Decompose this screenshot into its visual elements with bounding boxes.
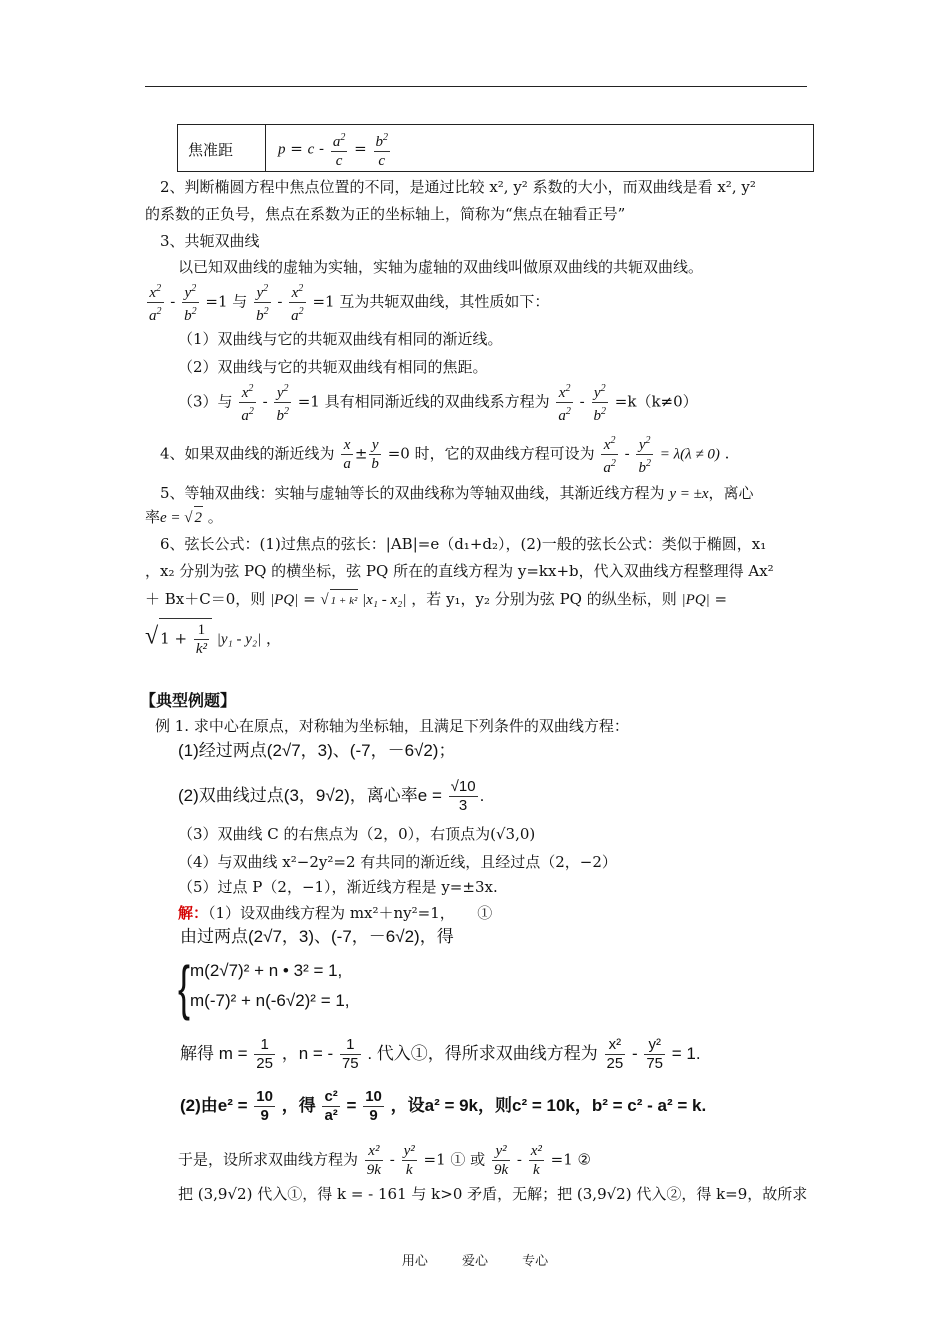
section-heading: 【典型例题】 — [140, 691, 237, 710]
para-2b: 的系数的正负号，焦点在系数为正的坐标轴上，简称为“焦点在轴看正号” — [145, 205, 626, 223]
para-3: 以已知双曲线的虚轴为实轴，实轴为虚轴的双曲线叫做原双曲线的共轭双曲线。 — [178, 258, 704, 276]
solution-5: 于是，设所求双曲线方程为 $\frac{\text{x²}}{9k}$ - $\frac{\text{y²}}{k}$ =1 ① 或 $\frac{\text{y²}}{9k}$ - $\frac{\text{x²}}{k}$ =1 ② — [178, 1143, 591, 1178]
para-6: 6、弦长公式：(1)过焦点的弦长：|AB|=e（d₁+d₂），(2)一般的弦长公式：类似于椭圆，x₁ — [160, 535, 767, 553]
para-2: 2、判断椭圆方程中焦点位置的不同，是通过比较 x², y² 系数的大小，而双曲线是看 x², y² — [160, 178, 756, 196]
example-1-4: （4）与双曲线 x²−2y²=2 有共同的渐近线，且经过点（2，−2） — [178, 853, 617, 871]
para-6d: √ 1 + $\frac{1}{\text{k²}}$ |y₁ - y₂| ， — [145, 618, 281, 658]
focal-formula: p = c - $\frac{a^2}{c}$ = $\frac{b^2}{c}$ — [278, 129, 392, 170]
para-6c: ＋ Bx＋C＝0，则 |PQ| = √ 1 + k² |x₁ - x₂| ，若 y₁，y₂ 分别为弦 PQ 的纵坐标，则 |PQ| = — [145, 588, 727, 612]
system-brace: { — [178, 954, 191, 1021]
table-label: 焦准距 — [188, 141, 234, 159]
prop-3: （3）与 $\frac{x^2}{a^2}$ - $\frac{y^2}{b^2}$ =1 具有相同渐近线的双曲线系方程为 $\frac{x^2}{a^2}$ - $\frac{y^2}{b^2}$ =k（k≠0） — [178, 380, 698, 425]
footer-item: 专心 — [522, 1254, 549, 1269]
para-5: 5、等轴双曲线：实轴与虚轴等长的双曲线称为等轴双曲线，其渐近线方程为 y = ±x，离心 — [160, 484, 754, 502]
para-5b: 率e = √ 2 。 — [145, 506, 223, 529]
header-rule — [145, 86, 807, 87]
formula-table — [177, 124, 814, 172]
conjugate-eq: $\frac{x^2}{a^2}$ - $\frac{y^2}{b^2}$ =1 与 $\frac{y^2}{b^2}$ - $\frac{x^2}{a^2}$ =1 互为共轭双曲线，其性质如下： — [145, 280, 549, 325]
system-eq-2: m(-7)² + n(-6√2)² = 1, — [190, 991, 350, 1010]
footer-item: 用心 — [401, 1254, 428, 1269]
solution-2: 由过两点(2√7，3)、(-7，－6√2)，得 — [180, 927, 454, 946]
example-1: 例 1. 求中心在原点，对称轴为坐标轴，且满足下列条件的双曲线方程： — [155, 717, 629, 735]
prop-2: （2）双曲线与它的共轭双曲线有相同的焦距。 — [178, 358, 488, 376]
example-1-2: (2)双曲线过点(3，9√2)，离心率e = $\frac{√10}{3}$ . — [178, 778, 485, 814]
para-4: 4、如果双曲线的渐近线为 $\frac{x}{a}$ ± $\frac{y}{b}$ =0 时，它的双曲线方程可设为 $\frac{x^2}{a^2}$ - $\frac{y^2}{b^2}$ = λ(λ ≠ 0) . — [160, 432, 729, 477]
footer-item: 爱心 — [461, 1254, 488, 1269]
example-1-1: (1)经过两点(2√7，3)、(-7，－6√2)； — [178, 741, 456, 760]
solution-4: (2)由e² = $\frac{10}{9}$ ，得 $\frac{\text{c²}}{\text{a²}}$ = $\frac{10}{9}$ ，设a² = 9k，则c² = 10k，b² = c² - a² = k. — [180, 1088, 707, 1124]
solution-1: 解：（1）设双曲线方程为 mx²＋ny²=1， ① — [178, 904, 493, 922]
solution-3: 解得 m = $\frac{1}{25}$ ，n = - $\frac{1}{75}$ . 代入①，得所求双曲线方程为 $\frac{\text{x²}}{25}$ - $\frac{\text{y²}}{75}$ = 1. — [180, 1036, 701, 1072]
page-footer — [0, 1250, 950, 1269]
solution-6: 把 (3,9√2) 代入①，得 k = - 161 与 k>0 矛盾，无解；把 (3,9√2) 代入②，得 k=9，故所求 — [178, 1185, 808, 1203]
prop-1: （1）双曲线与它的共轭双曲线有相同的渐近线。 — [178, 330, 503, 348]
table-label-cell — [178, 125, 266, 171]
example-1-3: （3）双曲线 C 的右焦点为（2，0），右顶点为(√3,0) — [178, 825, 536, 843]
example-1-5: （5）过点 P（2，−1），渐近线方程是 y=±3x. — [178, 878, 498, 896]
system-eq-1: m(2√7)² + n • 3² = 1, — [190, 961, 343, 980]
heading-3: 3、共轭双曲线 — [160, 232, 260, 250]
para-6b: ，x₂ 分别为弦 PQ 的横坐标，弦 PQ 所在的直线方程为 y=kx+b，代入双曲线方程整理得 Ax² — [145, 562, 774, 580]
